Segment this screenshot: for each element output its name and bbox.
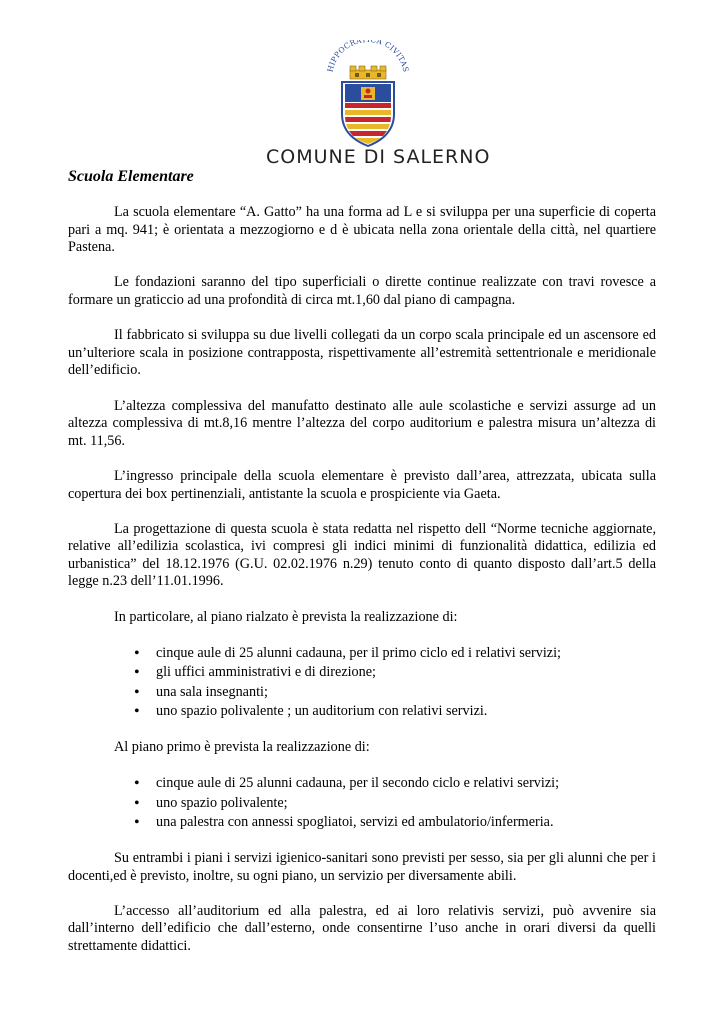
list-item: • uno spazio polivalente;	[156, 794, 656, 813]
motto-text: HIPPOCRA A CIVITAS	[325, 40, 411, 74]
paragraph: L’altezza complessiva del manufatto destinato alle aule scolastiche e servizi assurge ad un altezza complessiva di mt.8,16 mentre l’altezza del corpo auditorium e palestra misura un’altezza di mt. 11,56.	[68, 397, 656, 449]
ground-floor-intro: In particolare, al piano rialzato è prevista la realizzazione di:	[114, 608, 458, 625]
list-item: • uno spazio polivalente ; un auditorium con relativi servizi.	[156, 702, 656, 721]
paragraph: Le fondazioni saranno del tipo superficiali o dirette continue realizzate con travi rovesce a formare un graticcio ad una profondità di circa mt.1,60 dal piano di campagna.	[68, 274, 656, 308]
first-floor-list	[68, 774, 656, 832]
list-item: • una palestra con annessi spogliatoi, servizi ed ambulatorio/infermeria.	[156, 813, 656, 832]
document-title: Scuola Elementare	[68, 168, 194, 185]
paragraph: L’ingresso principale della scuola elementare è previsto dall’area, attrezzata, ubicata sulla copertura dei box pertinenziali, antistante la scuola e prospiciente via Gaeta.	[68, 467, 656, 502]
paragraph: Il fabbricato si sviluppa su due livelli collegati da un corpo scala principale ed un ascensore ed un’ulteriore scala in posizione contrapposta, rispettivamente all’estremità settentrionale e meridionale dell’edificio.	[68, 327, 656, 379]
municipality-name: COMUNE DI SALERNO	[266, 146, 491, 168]
ground-floor-list	[68, 644, 656, 722]
paragraph: L’accesso all’auditorium ed alla palestra, ed ai loro relativis servizi, può avvenire sia dall’interno dell’edificio che dall’esterno, onde consentirne l’uso anche in orari diversi da quelli strettamente didattici.	[68, 902, 656, 955]
document-body	[68, 204, 656, 973]
list-item: • cinque aule di 25 alunni cadauna, per il secondo ciclo e relativi servizi;	[156, 774, 656, 793]
crown-icon	[350, 66, 386, 79]
list-item: • una sala insegnanti;	[156, 683, 656, 702]
paragraph: La scuola elementare “A. Gatto” ha una forma ad L e si sviluppa per una superficie di coperta pari a mq. 941; è orientata a mezzogiorno e d è ubicata nella zona orientale della città, nel quartiere Pastena.	[68, 204, 656, 256]
salerno-coat-of-arms	[318, 40, 418, 148]
shield-icon	[342, 82, 394, 146]
coat-of-arms-icon	[318, 40, 418, 148]
svg-text:HIPPOCRATICA CIVITAS	[325, 40, 410, 73]
list-item: • cinque aule di 25 alunni cadauna, per il primo ciclo ed i relativi servizi;	[156, 644, 656, 663]
list-item: • gli uffici amministrativi e di direzione;	[156, 663, 656, 682]
paragraph: La progettazione di questa scuola è stata redatta nel rispetto dell “Norme tecniche aggiornate, relative all’edilizia scolastica, ivi compresi gli indici minimi di funzionalità didattica, edilizia ed urbanistica” del 18.12.1976 (G.U. 02.02.1976 n.29) tenuto conto di quanto disposto dall’art.5 della legge n.23 dell’11.01.1996.	[68, 520, 656, 590]
first-floor-intro: Al piano primo è prevista la realizzazione di:	[114, 739, 370, 756]
paragraph: Su entrambi i piani i servizi igienico-sanitari sono previsti per sesso, sia per gli alunni che per i docenti,ed è previsto, inoltre, su ogni piano, un servizio per diversamente abili.	[68, 850, 656, 884]
